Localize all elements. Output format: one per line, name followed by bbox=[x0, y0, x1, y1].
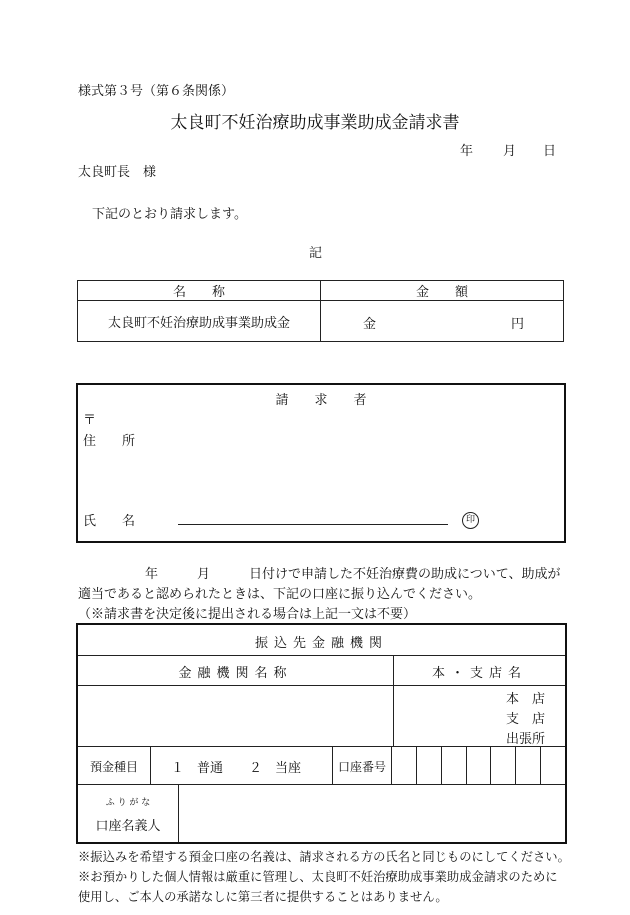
account-digit-box[interactable] bbox=[442, 746, 467, 784]
account-digit-box[interactable] bbox=[541, 746, 565, 784]
notice-line3: （※請求書を決定後に提出される場合は上記一文は不要） bbox=[78, 607, 417, 622]
kin-label: 金 bbox=[363, 317, 377, 332]
account-number-boxes[interactable] bbox=[392, 746, 565, 784]
date-month: 月 bbox=[503, 144, 517, 159]
addressee: 太良町長 様 bbox=[78, 165, 157, 180]
branch-option-main[interactable]: 本 店 bbox=[506, 692, 546, 707]
holder-label: 口座名義人 bbox=[95, 819, 161, 834]
divider bbox=[150, 746, 151, 784]
claimant-heading: 請 求 者 bbox=[275, 393, 367, 408]
notice-line1: 年 月 日付けで申請した不妊治療費の助成について、助成が bbox=[145, 567, 561, 582]
holder-name-field[interactable] bbox=[179, 785, 565, 841]
postal-mark: 〒 bbox=[83, 413, 97, 428]
intro-text: 下記のとおり請求します。 bbox=[92, 207, 247, 222]
claim-table bbox=[77, 280, 564, 342]
account-digit-box[interactable] bbox=[491, 746, 516, 784]
deposit-type-options[interactable]: １ 普通 ２ 当座 bbox=[171, 761, 302, 776]
account-digit-box[interactable] bbox=[516, 746, 541, 784]
furigana-label: ふ り が な bbox=[105, 798, 151, 808]
col-amount-header: 金 額 bbox=[321, 281, 564, 301]
claimant-box bbox=[76, 383, 566, 543]
deposit-type-label: 預金種目 bbox=[89, 760, 138, 774]
form-title: 太良町不妊治療助成事業助成金請求書 bbox=[170, 113, 460, 133]
institution-name-field[interactable] bbox=[78, 686, 392, 746]
footnote-1: ※振込みを希望する預金口座の名義は、請求される方の氏名と同じものにしてください。 bbox=[78, 850, 570, 864]
bank-heading: 振込先金融機関 bbox=[254, 636, 388, 651]
form-number: 様式第３号（第６条関係） bbox=[78, 84, 235, 99]
account-digit-box[interactable] bbox=[417, 746, 442, 784]
account-digit-box[interactable] bbox=[392, 746, 417, 784]
claim-amount-cell[interactable] bbox=[321, 301, 564, 342]
date-year: 年 bbox=[460, 144, 474, 159]
branch-option-office[interactable]: 出張所 bbox=[506, 732, 546, 747]
divider bbox=[393, 655, 394, 746]
address-label: 住 所 bbox=[83, 434, 136, 449]
account-digit-box[interactable] bbox=[467, 746, 492, 784]
seal-mark bbox=[462, 511, 479, 529]
notice-line2: 適当であると認められたときは、下記の口座に振り込んでください。 bbox=[78, 587, 482, 602]
footnote-3: 使用し、ご本人の承諾なしに第三者に提供することはありません。 bbox=[78, 890, 448, 904]
name-label: 氏 名 bbox=[83, 514, 136, 529]
branch-header: 本・支店名 bbox=[431, 666, 527, 681]
bank-box bbox=[76, 623, 567, 844]
date-day: 日 bbox=[543, 144, 557, 159]
yen-label: 円 bbox=[511, 317, 525, 332]
address-field[interactable] bbox=[178, 409, 548, 479]
footnote-2: ※お預かりした個人情報は厳重に管理し、太良町不妊治療助成事業助成金請求のために bbox=[78, 870, 558, 884]
claim-name-cell: 太良町不妊治療助成事業助成金 bbox=[78, 301, 321, 342]
seal-icon: 印 bbox=[462, 512, 479, 529]
branch-option-branch[interactable]: 支 店 bbox=[506, 712, 546, 727]
account-number-label: 口座番号 bbox=[337, 760, 386, 774]
ki-label: 記 bbox=[309, 246, 323, 261]
col-name-header: 名 称 bbox=[78, 281, 321, 301]
divider bbox=[78, 655, 565, 656]
institution-header: 金融機関名称 bbox=[178, 666, 293, 681]
name-field[interactable] bbox=[178, 524, 448, 525]
